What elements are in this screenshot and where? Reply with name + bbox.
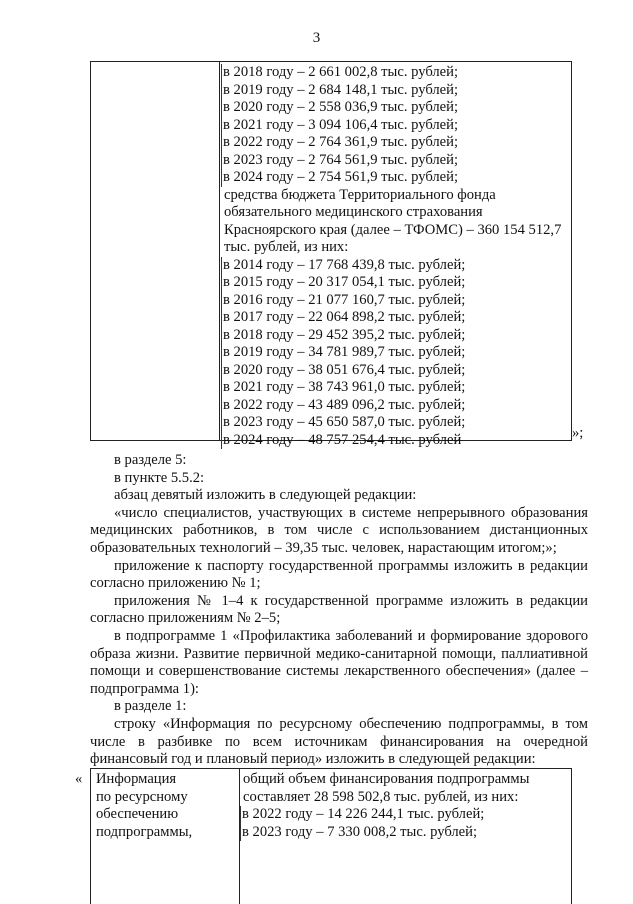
paragraph: приложения № 1–4 к государственной программе изложить в редакции согласно приложениям № 2–5; — [90, 592, 588, 627]
resource-info-table — [90, 768, 572, 904]
table-line: в 2023 году – 45 650 587,0 тыс. рублей; — [221, 414, 569, 432]
closing-quote: »; — [572, 425, 584, 441]
paragraph: в разделе 1: — [114, 698, 187, 715]
table-line: в 2020 году – 38 051 676,4 тыс. рублей; — [221, 362, 569, 380]
paragraph: абзац девятый изложить в следующей редакции: — [114, 487, 417, 504]
table-line: в 2022 году – 14 226 244,1 тыс. рублей; — [240, 806, 568, 824]
table-line: в 2021 году – 3 094 106,4 тыс. рублей; — [221, 117, 569, 135]
table-line: в 2017 году – 22 064 898,2 тыс. рублей; — [221, 309, 569, 327]
table-line: в 2023 году – 7 330 008,2 тыс. рублей; — [240, 824, 568, 842]
table-line: подпрограммы, — [96, 823, 193, 840]
document-body — [90, 452, 588, 769]
table-line: в 2021 году – 38 743 961,0 тыс. рублей; — [221, 379, 569, 397]
paragraph: в разделе 5: — [114, 452, 187, 468]
table-line: в 2024 году – 2 754 561,9 тыс. рублей; — [221, 169, 569, 187]
table-line: в 2023 году – 2 764 561,9 тыс. рублей; — [221, 152, 569, 170]
table-column-divider — [219, 62, 220, 440]
table-line: общий объем финансирования подпрограммы — [243, 771, 530, 787]
paragraph: в пункте 5.5.2: — [114, 469, 205, 486]
table-line: в 2019 году – 2 684 148,1 тыс. рублей; — [221, 82, 569, 100]
table-line: в 2022 году – 2 764 361,9 тыс. рублей; — [221, 134, 569, 152]
opening-quote: « — [75, 771, 83, 787]
table-line: в 2014 году – 17 768 439,8 тыс. рублей; — [221, 257, 569, 275]
page-number: 3 — [312, 30, 321, 46]
paragraph: строку «Информация по ресурсному обеспечению подпрограммы, в том числе в разбивке по всем источникам финансирования на очередной финансовый год и плановый период» изложить в следующей редакции: — [90, 715, 588, 768]
table-line: тыс. рублей, из них: — [224, 239, 349, 255]
table-line: обязательного медицинского страхования — [224, 204, 483, 220]
table-right-cell — [224, 64, 569, 449]
table-line: в 2016 году – 21 077 160,7 тыс. рублей; — [221, 292, 569, 310]
table-line: в 2024 году – 48 757 254,4 тыс. рублей — [221, 432, 569, 450]
table-line: в 2018 году – 29 452 395,2 тыс. рублей; — [221, 327, 569, 345]
table-line: в 2022 году – 43 489 096,2 тыс. рублей; — [221, 397, 569, 415]
table-left-cell — [96, 771, 192, 841]
table-line: средства бюджета Территориального фонда — [224, 186, 496, 203]
table-line: составляет 28 598 502,8 тыс. рублей, из них: — [243, 788, 519, 805]
paragraph: в подпрограмме 1 «Профилактика заболеваний и формирование здорового образа жизни. Развитие первичной медико-санитарной помощи, паллиативной помощи и совершенствование системы лекарственного обеспечения» (далее – подпрограмма 1): — [90, 627, 588, 697]
table-line: обеспечению — [96, 806, 179, 822]
table-line: Красноярского края (далее – ТФОМС) – 360 154 512,7 — [224, 221, 562, 238]
paragraph: «число специалистов, участвующих в системе непрерывного образования медицинских работников, в том числе с использованием дистанционных образовательных технологий – 39,35 тыс. человек, нарастающим итогом;»; — [90, 504, 588, 556]
table-line: Информация — [96, 771, 177, 787]
table-line: в 2018 году – 2 661 002,8 тыс. рублей; — [221, 64, 569, 82]
table-line: в 2020 году – 2 558 036,9 тыс. рублей; — [221, 99, 569, 117]
paragraph: приложение к паспорту государственной программы изложить в редакции согласно приложению № 1; — [90, 557, 588, 592]
table-line: в 2015 году – 20 317 054,1 тыс. рублей; — [221, 274, 569, 292]
financing-table-continued — [90, 61, 572, 448]
table-line: по ресурсному — [96, 788, 188, 805]
table-line: в 2019 году – 34 781 989,7 тыс. рублей; — [221, 344, 569, 362]
table-right-cell — [243, 771, 568, 841]
